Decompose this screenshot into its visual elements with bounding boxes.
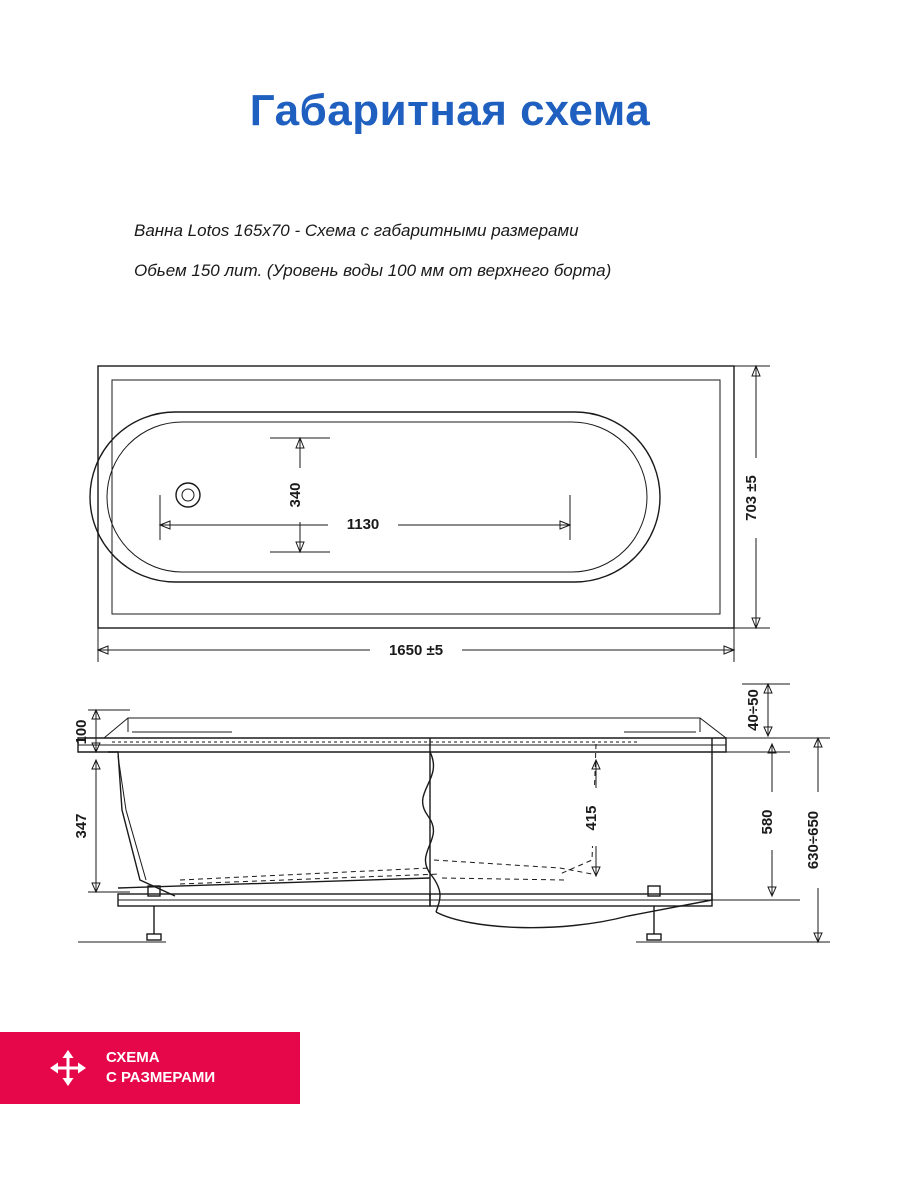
badge-line-1: СХЕМА xyxy=(106,1048,160,1066)
dim-label-water-level: 100 xyxy=(73,719,90,745)
dim-label-inner-depth: 340 xyxy=(287,482,304,508)
drawing-svg xyxy=(0,340,900,1020)
bowl-profile-curve xyxy=(423,752,440,912)
frame-rail-top-left xyxy=(118,878,430,888)
dim-label-overall-width: 1650 ±5 xyxy=(388,642,444,659)
dim-inner-depth xyxy=(270,438,330,552)
rim-back-edge xyxy=(104,718,726,738)
dim-label-overall-depth: 703 ±5 xyxy=(743,475,760,521)
dim-leg-height xyxy=(742,684,790,736)
tub-rim-offset xyxy=(112,380,720,614)
dim-overall-depth xyxy=(734,366,770,628)
footer-badge xyxy=(0,1032,300,1104)
dim-415 xyxy=(583,760,608,876)
side-view-group xyxy=(73,684,830,942)
badge-text xyxy=(106,1048,215,1089)
page-title: Габаритная схема xyxy=(249,86,651,135)
drain-hole xyxy=(176,483,200,507)
dim-label-total-height: 630÷650 xyxy=(805,810,822,870)
dim-label-body-height: 580 xyxy=(759,809,776,835)
technical-drawing xyxy=(0,340,900,1020)
subtitle-line-2: Обьем 150 лит. (Уровень воды 100 мм от верхнего борта) xyxy=(134,260,612,280)
drain-hole-inner xyxy=(182,489,194,501)
dim-inner-width xyxy=(160,495,570,540)
dim-overall-width xyxy=(98,628,734,662)
rim-back-ticks xyxy=(128,718,700,732)
dim-total-height xyxy=(800,738,830,942)
dim-label-415: 415 xyxy=(583,805,600,831)
inner-slope-1 xyxy=(180,868,430,880)
inner-slope-4 xyxy=(442,878,566,880)
subtitle-block xyxy=(134,222,834,280)
tub-bowl-inner-outline xyxy=(107,422,647,572)
dim-label-leg-height: 40÷50 xyxy=(745,689,762,731)
dim-label-inner-height: 347 xyxy=(73,813,90,839)
subtitle-line-1: Ванна Lotos 165х70 - Схема с габаритными размерами xyxy=(134,221,579,240)
arrows-cross-icon xyxy=(48,1048,88,1088)
dim-label-inner-width: 1130 xyxy=(346,516,380,533)
dim-body-height xyxy=(759,744,784,896)
top-view-group xyxy=(90,366,770,662)
tub-left-wall-inner xyxy=(118,756,146,880)
dim-water-level xyxy=(73,710,130,752)
bowl-bottom-curve xyxy=(436,900,712,928)
badge-line-2: С РАЗМЕРАМИ xyxy=(106,1069,216,1086)
inner-slope-3 xyxy=(434,860,592,874)
tub-left-wall xyxy=(108,752,175,896)
